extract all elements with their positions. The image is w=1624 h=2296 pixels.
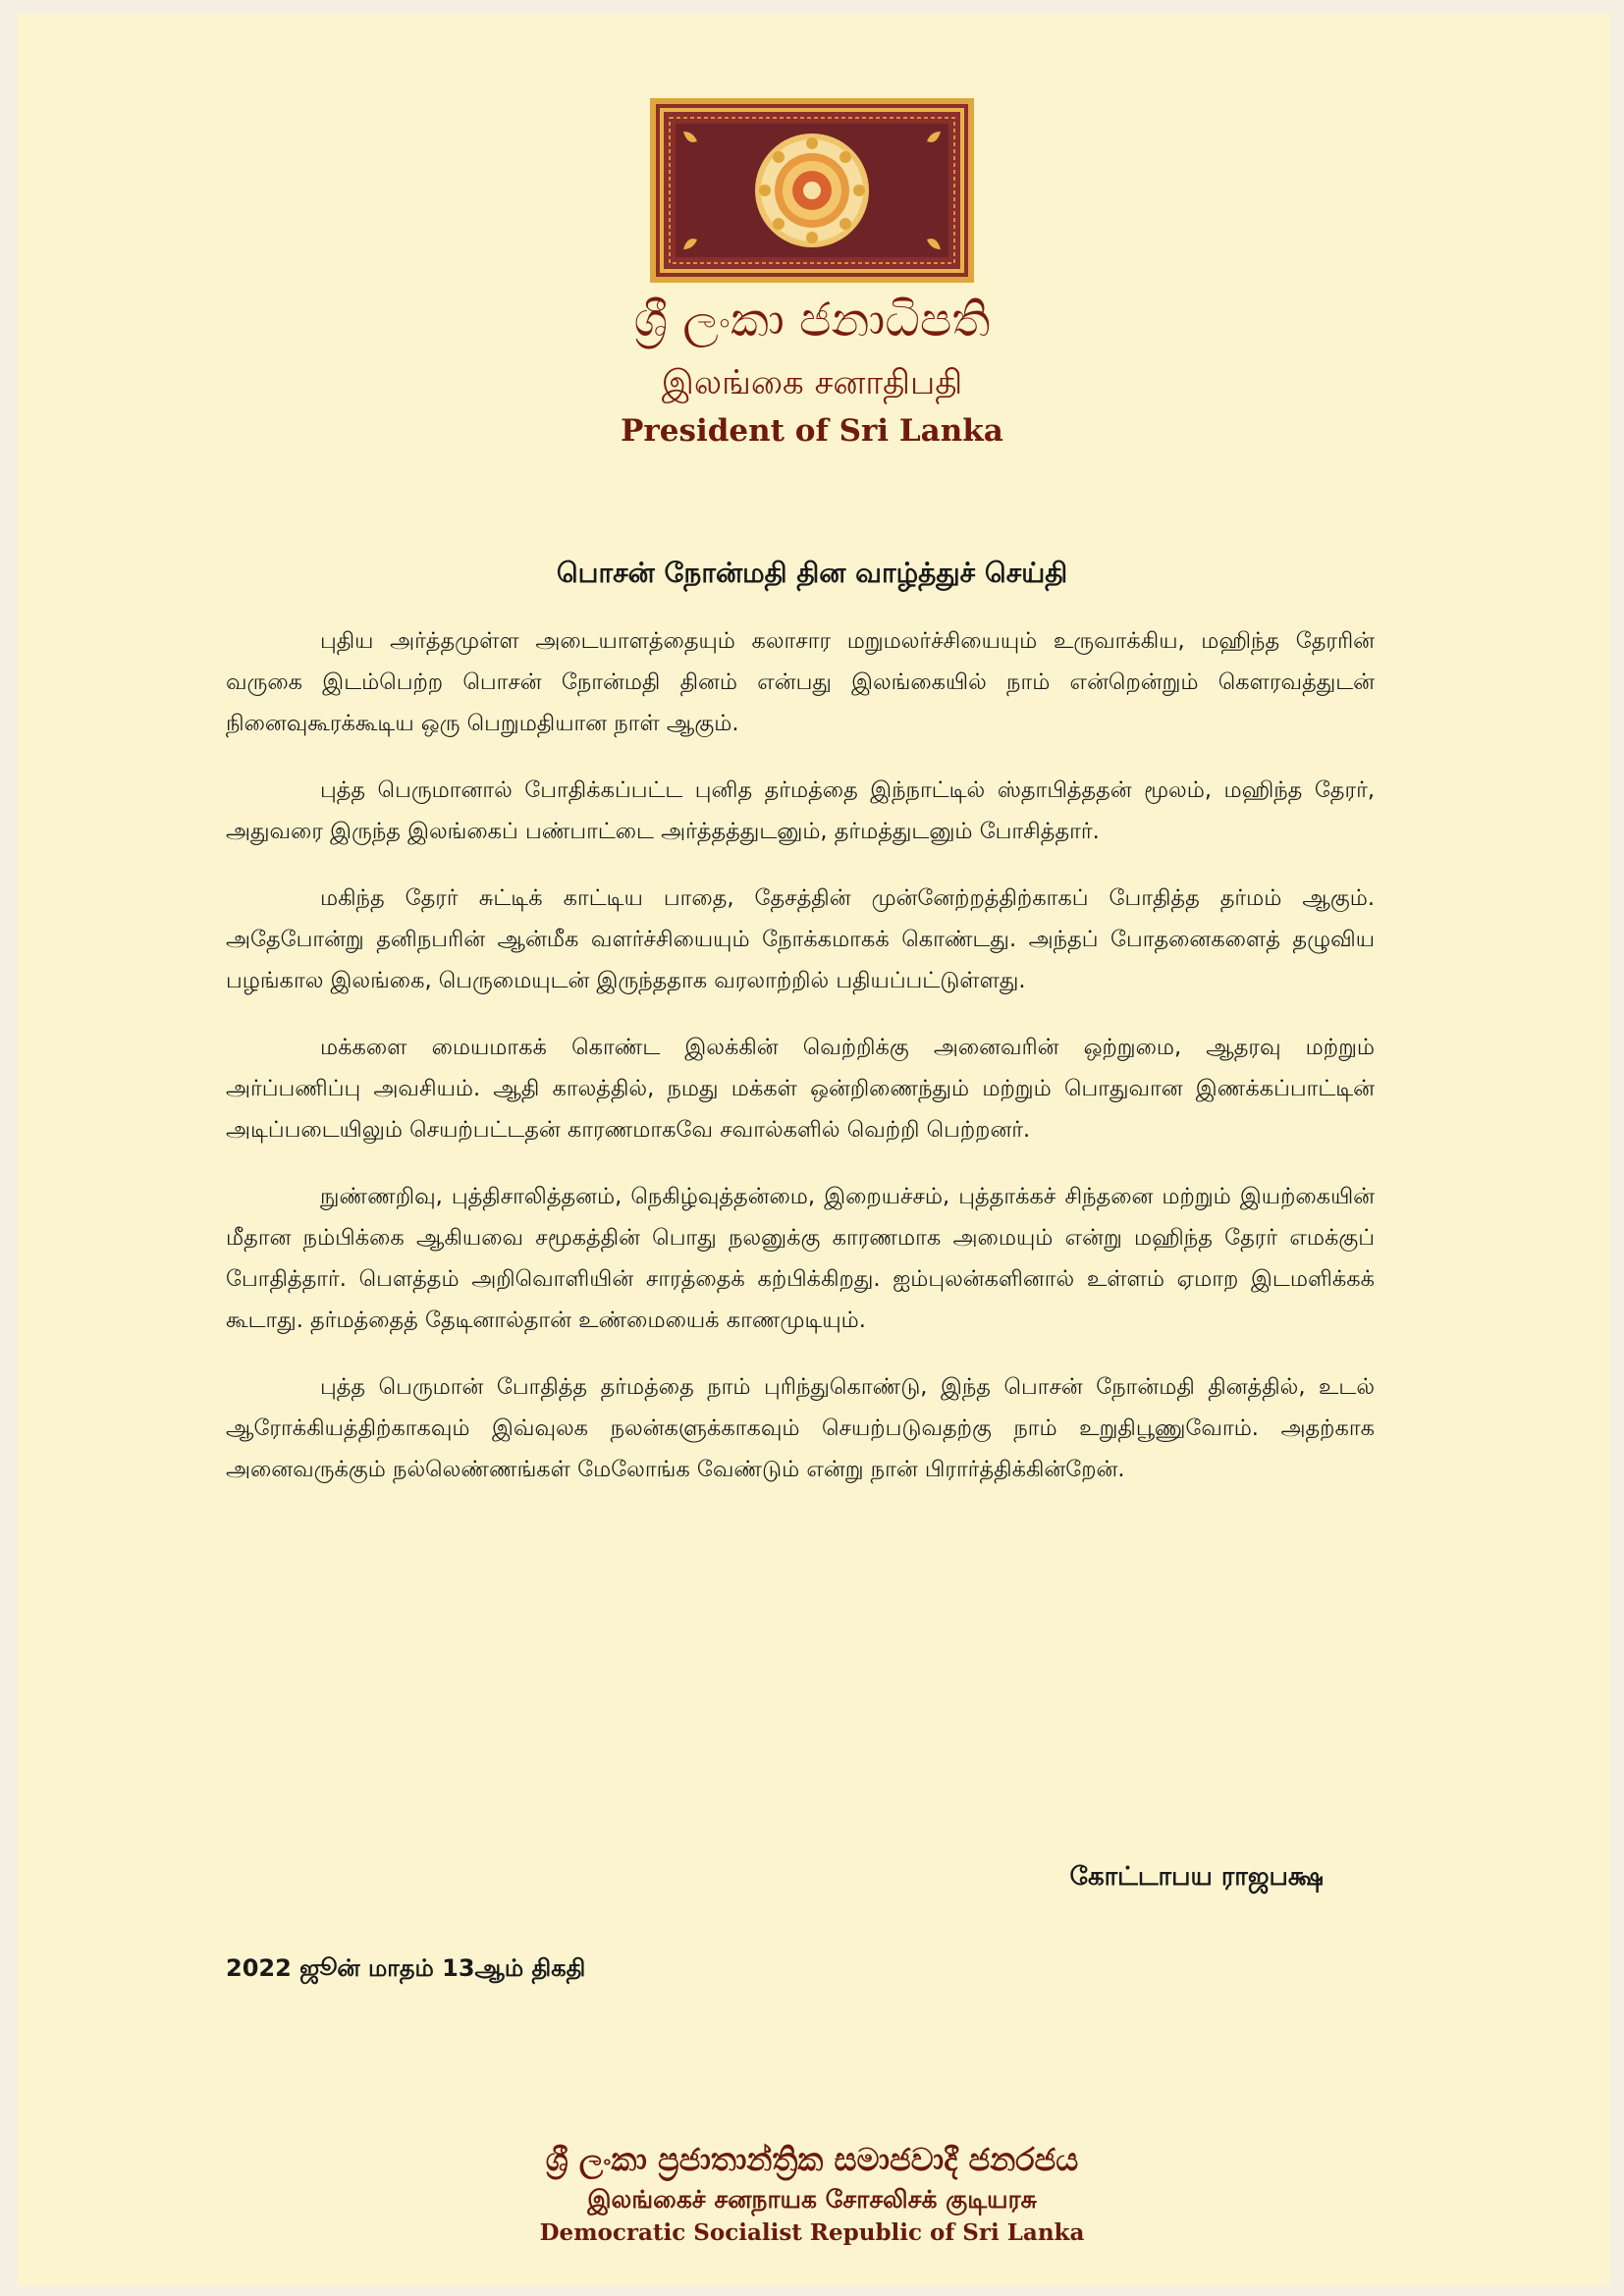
paragraph: புதிய அர்த்தமுள்ள அடையாளத்தையும் கலாசார மறுமலர்ச்சியையும் உருவாக்கிய, மஹிந்த தேரரின் வருகை இடம்பெற்ற பொசன் நோன்மதி தினம் என்பது இலங்கையில் நாம் என்றென்றும் கௌரவத்துடன் நினைவுகூரக்கூடிய ஒரு பெறுமதியான நாள் ஆகும். [226,628,1375,736]
footer-sinhala: ශ්‍රී ලංකා ප්‍රජාතාන්ත්‍රික සමාජවාදී ජනරජය [545,2141,1079,2178]
message-title: பொசன் நோன்மதி தின வாழ்த்துச் செய்தி [556,557,1068,589]
header-english: President of Sri Lanka [621,413,1003,449]
footer-tamil: இலங்கைச் சனநாயக சோசலிசக் குடியரசு [587,2185,1037,2214]
header-sinhala: ශ්‍රී ලංකා ජනාධිපති [633,293,991,347]
presidential-flag-emblem [650,98,974,283]
paragraph: மக்களை மையமாகக் கொண்ட இலக்கின் வெற்றிக்கு அனைவரின் ஒற்றுமை, ஆதரவு மற்றும் அர்ப்பணிப்பு அவசியம். ஆதி காலத்தில், நமது மக்கள் ஒன்றிணைந்தும் மற்றும் பொதுவான இணக்கப்பாட்டின் அடிப்படையிலும் செயற்பட்டதன் காரணமாகவே சவால்களில் வெற்றி பெற்றனர். [226,1035,1375,1143]
header-tamil: இலங்கை சனாதிபதி [661,363,963,402]
paragraph: மகிந்த தேரர் சுட்டிக் காட்டிய பாதை, தேசத்தின் முன்னேற்றத்திற்காகப் போதித்த தர்மம் ஆகும். அதேபோன்று தனிநபரின் ஆன்மீக வளர்ச்சியையும் நோக்கமாகக் கொண்டது. அந்தப் போதனைகளைத் தழுவிய பழங்கால இலங்கை, பெருமையுடன் இருந்ததாக வரலாற்றில் பதியப்பட்டுள்ளது. [226,885,1375,993]
paragraph: புத்த பெருமானால் போதிக்கப்பட்ட புனித தர்மத்தை இந்நாட்டில் ஸ்தாபித்ததன் மூலம், மஹிந்த தேரர், அதுவரை இருந்த இலங்கைப் பண்பாட்டை அர்த்தத்துடனும், தர்மத்துடனும் போசித்தார். [226,777,1375,844]
paragraph: புத்த பெருமான் போதித்த தர்மத்தை நாம் புரிந்துகொண்டு, இந்த பொசன் நோன்மதி தினத்தில், உடல் ஆரோக்கியத்திற்காகவும் இவ்வுலக நலன்களுக்காகவும் செயற்படுவதற்கு நாம் உறுதிபூணுவோம். அதற்காக அனைவருக்கும் நல்லெண்ணங்கள் மேலோங்க வேண்டும் என்று நான் பிரார்த்திக்கின்றேன். [226,1374,1375,1482]
signatory-name: கோட்டாபய ராஜபக்ஷ [1069,1862,1324,1892]
letter-date: 2022 ஜூன் மாதம் 13ஆம் திகதி [226,1954,586,1982]
paragraph: நுண்ணறிவு, புத்திசாலித்தனம், நெகிழ்வுத்தன்மை, இறையச்சம், புத்தாக்கச் சிந்தனை மற்றும் இயற்கையின் மீதான நம்பிக்கை ஆகியவை சமூகத்தின் பொது நலனுக்கு காரணமாக அமையும் என்று மஹிந்த தேரர் எமக்குப் போதித்தார். பௌத்தம் அறிவொளியின் சாரத்தைக் கற்பிக்கிறது. ஐம்புலன்களினால் உள்ளம் ஏமாற இடமளிக்கக் கூடாது. தர்மத்தைத் தேடினால்தான் உண்மையைக் காணமுடியும். [226,1184,1375,1333]
message-body [226,620,1375,1516]
footer-english: Democratic Socialist Republic of Sri Lanka [539,2219,1085,2246]
